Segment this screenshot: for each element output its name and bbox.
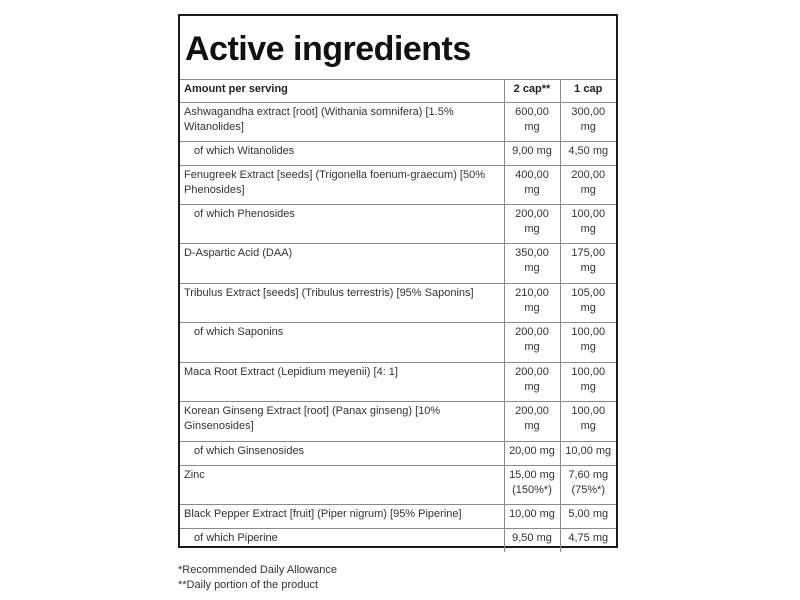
amount-one-cap: 100,00 mg <box>560 362 616 401</box>
ingredients-table <box>180 80 616 552</box>
header-one-cap: 1 cap <box>560 80 616 102</box>
amount-two-cap: 200,00 mg <box>504 204 560 243</box>
ingredient-name: Black Pepper Extract [fruit] (Piper nigrum) [95% Piperine] <box>180 504 504 528</box>
ingredient-name: of which Ginsenosides <box>180 441 504 465</box>
ingredient-name: Korean Ginseng Extract [root] (Panax ginseng) [10% Ginsenosides] <box>180 401 504 441</box>
table-row <box>180 504 616 528</box>
table-row <box>180 465 616 504</box>
table-row <box>180 283 616 322</box>
amount-two-cap: 20,00 mg <box>504 441 560 465</box>
footnotes <box>178 563 337 593</box>
amount-one-cap: 200,00 mg <box>560 165 616 204</box>
amount-two-cap: 9,50 mg <box>504 528 560 552</box>
ingredient-name: of which Saponins <box>180 322 504 362</box>
amount-two-cap: 350,00 mg <box>504 243 560 283</box>
table-row <box>180 401 616 441</box>
ingredient-name: of which Witanolides <box>180 141 504 165</box>
ingredient-name: Tribulus Extract [seeds] (Tribulus terrestris) [95% Saponins] <box>180 283 504 322</box>
amount-two-cap: 200,00 mg <box>504 401 560 441</box>
amount-one-cap: 100,00 mg <box>560 401 616 441</box>
table-row <box>180 165 616 204</box>
amount-one-cap: 300,00 mg <box>560 102 616 141</box>
amount-one-cap: 105,00 mg <box>560 283 616 322</box>
table-row <box>180 441 616 465</box>
amount-one-cap: 175,00 mg <box>560 243 616 283</box>
amount-two-cap: 9,00 mg <box>504 141 560 165</box>
amount-two-cap: 15,00 mg (150%*) <box>504 465 560 504</box>
ingredient-name: Fenugreek Extract [seeds] (Trigonella foenum-graecum) [50% Phenosides] <box>180 165 504 204</box>
ingredient-name: Zinc <box>180 465 504 504</box>
active-ingredients-panel <box>178 14 618 548</box>
amount-two-cap: 200,00 mg <box>504 322 560 362</box>
ingredient-name: Maca Root Extract (Lepidium meyenii) [4: 1] <box>180 362 504 401</box>
table-row <box>180 528 616 552</box>
header-amount-per-serving: Amount per serving <box>180 80 504 102</box>
amount-one-cap: 5,00 mg <box>560 504 616 528</box>
amount-one-cap: 4,50 mg <box>560 141 616 165</box>
amount-two-cap: 600,00 mg <box>504 102 560 141</box>
ingredient-name: of which Phenosides <box>180 204 504 243</box>
table-row <box>180 141 616 165</box>
ingredient-name: D-Aspartic Acid (DAA) <box>180 243 504 283</box>
amount-one-cap: 100,00 mg <box>560 322 616 362</box>
amount-one-cap: 4,75 mg <box>560 528 616 552</box>
table-row <box>180 243 616 283</box>
footnote-daily-portion: **Daily portion of the product <box>178 579 319 591</box>
ingredient-name: of which Piperine <box>180 528 504 552</box>
table-row <box>180 362 616 401</box>
amount-one-cap: 100,00 mg <box>560 204 616 243</box>
amount-one-cap: 7,60 mg (75%*) <box>560 465 616 504</box>
amount-two-cap: 200,00 mg <box>504 362 560 401</box>
table-row <box>180 322 616 362</box>
footnote-rda: *Recommended Daily Allowance <box>178 564 337 576</box>
amount-two-cap: 210,00 mg <box>504 283 560 322</box>
table-row <box>180 102 616 141</box>
ingredient-name: Ashwagandha extract [root] (Withania somnifera) [1.5% Witanolides] <box>180 102 504 141</box>
page-title: Active ingredients <box>180 16 616 80</box>
amount-two-cap: 10,00 mg <box>504 504 560 528</box>
table-row <box>180 204 616 243</box>
table-header-row <box>180 80 616 102</box>
amount-two-cap: 400,00 mg <box>504 165 560 204</box>
header-two-cap: 2 cap** <box>504 80 560 102</box>
amount-one-cap: 10,00 mg <box>560 441 616 465</box>
